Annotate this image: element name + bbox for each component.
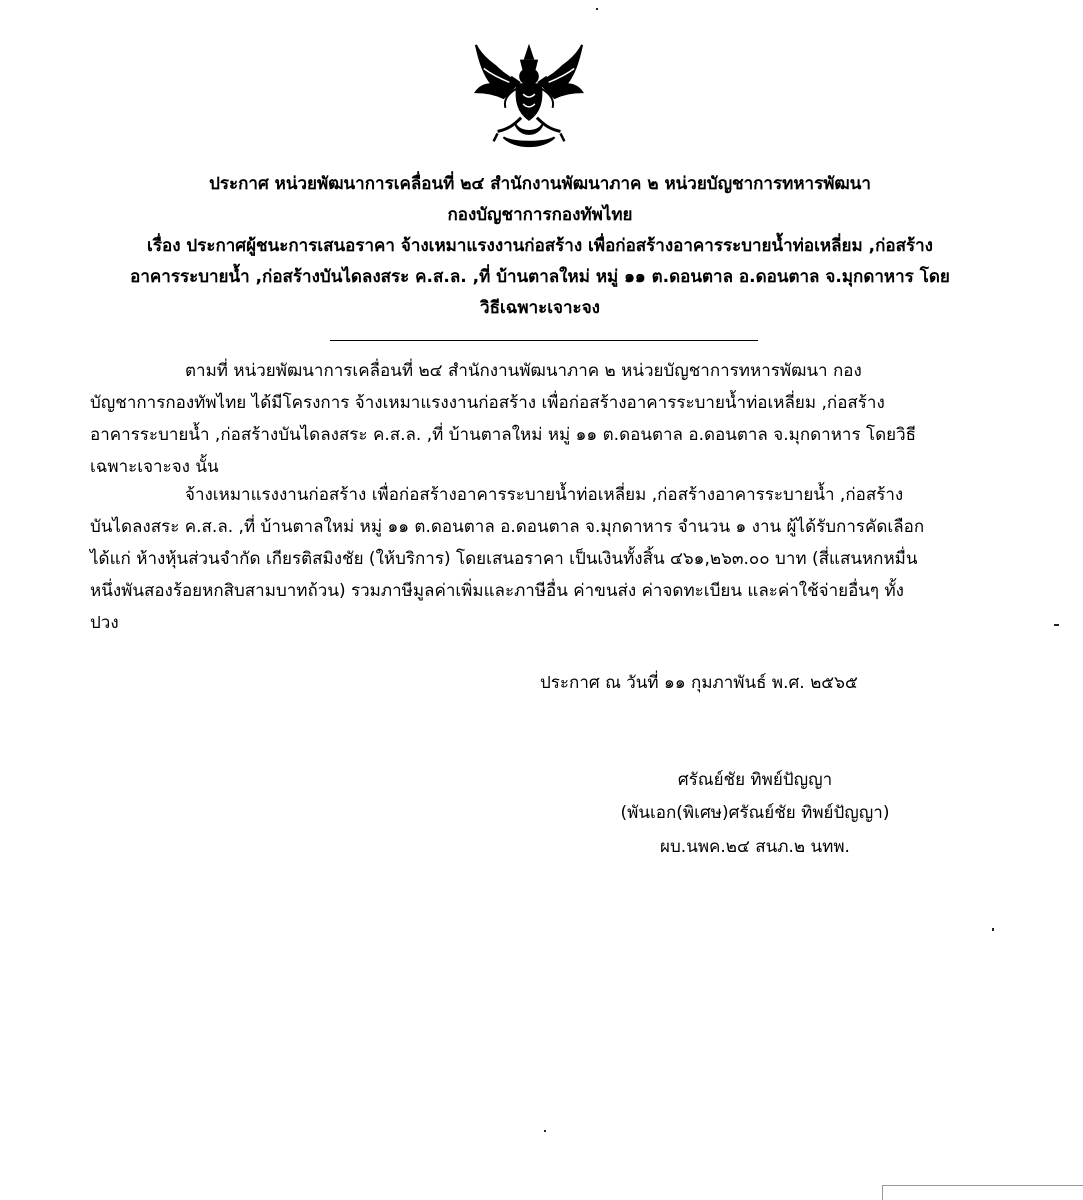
paragraph-2-line-5: ปวง xyxy=(90,613,119,633)
garuda-emblem-icon xyxy=(470,38,588,158)
announcement-agency: กองบัญชาการกองทัพไทย xyxy=(447,205,633,225)
body-paragraph-1 xyxy=(90,355,990,483)
paragraph-2-line-3: ได้แก่ ห้างหุ้นส่วนจำกัด เกียรติสมิงชัย (ให้บริการ) โดยเสนอราคา เป็นเงินทั้งสิ้น ๔๖๑,๒๖๓.๐๐ บาท (สี่แสนหกหมื่น xyxy=(90,549,918,569)
scan-edge-mark xyxy=(882,1185,1083,1200)
paragraph-1-line-4: เฉพาะเจาะจง นั้น xyxy=(90,457,219,477)
paragraph-1-line-3: อาคารระบายน้ำ ,ก่อสร้างบันไดลงสระ ค.ส.ล. ,ที่ บ้านตาลใหม่ หมู่ ๑๑ ต.ดอนตาล อ.ดอนตาล จ.มุกดาหาร โดยวิธี xyxy=(90,425,917,445)
scan-speck xyxy=(992,928,994,931)
announcement-date: ประกาศ ณ วันที่ ๑๑ กุมภาพันธ์ พ.ศ. ๒๕๖๕ xyxy=(540,673,858,693)
scan-speck xyxy=(1054,624,1059,626)
paragraph-1-line-2: บัญชาการกองทัพไทย ได้มีโครงการ จ้างเหมาแรงงานก่อสร้าง เพื่อก่อสร้างอาคารระบายน้ำท่อเหลี่ยม ,ก่อสร้าง xyxy=(90,393,885,413)
scan-speck xyxy=(544,1130,546,1132)
paragraph-1-line-1: ตามที่ หน่วยพัฒนาการเคลื่อนที่ ๒๔ สำนักงานพัฒนาภาค ๒ หน่วยบัญชาการทหารพัฒนา กอง xyxy=(185,361,862,381)
signature-position: ผบ.นพค.๒๔ สนภ.๒ นทพ. xyxy=(660,837,850,857)
announcement-subject-line-1: เรื่อง ประกาศผู้ชนะการเสนอราคา จ้างเหมาแรงงานก่อสร้าง เพื่อก่อสร้างอาคารระบายน้ำท่อเหลี่ยม ,ก่อสร้าง xyxy=(147,236,933,256)
signature-name: ศรัณย์ชัย ทิพย์ปัญญา xyxy=(677,770,833,790)
signature-full-name: (พันเอก(พิเศษ)ศรัณย์ชัย ทิพย์ปัญญา) xyxy=(620,803,890,823)
paragraph-2-line-1: จ้างเหมาแรงงานก่อสร้าง เพื่อก่อสร้างอาคารระบายน้ำท่อเหลี่ยม ,ก่อสร้างอาคารระบายน้ำ ,ก่อสร้าง xyxy=(185,485,904,505)
announcement-title: ประกาศ หน่วยพัฒนาการเคลื่อนที่ ๒๔ สำนักงานพัฒนาภาค ๒ หน่วยบัญชาการทหารพัฒนา xyxy=(209,174,871,194)
paragraph-2-line-2: บันไดลงสระ ค.ส.ล. ,ที่ บ้านตาลใหม่ หมู่ ๑๑ ต.ดอนตาล อ.ดอนตาล จ.มุกดาหาร จำนวน ๑ งาน ผู้ได้รับการคัดเลือก xyxy=(90,517,925,537)
announcement-subject-line-3: วิธีเฉพาะเจาะจง xyxy=(480,298,600,318)
announcement-subject-line-2: อาคารระบายน้ำ ,ก่อสร้างบันไดลงสระ ค.ส.ล. ,ที่ บ้านตาลใหม่ หมู่ ๑๑ ต.ดอนตาล อ.ดอนตาล จ.มุกดาหาร โดย xyxy=(130,267,950,287)
scan-speck xyxy=(596,8,598,10)
body-paragraph-2 xyxy=(90,479,990,639)
header-divider xyxy=(330,340,758,341)
paragraph-2-line-4: หนึ่งพันสองร้อยหกสิบสามบาทถ้วน) รวมภาษีมูลค่าเพิ่มและภาษีอื่น ค่าขนส่ง ค่าจดทะเบียน และค่าใช้จ่ายอื่นๆ ทั้ง xyxy=(90,581,904,601)
